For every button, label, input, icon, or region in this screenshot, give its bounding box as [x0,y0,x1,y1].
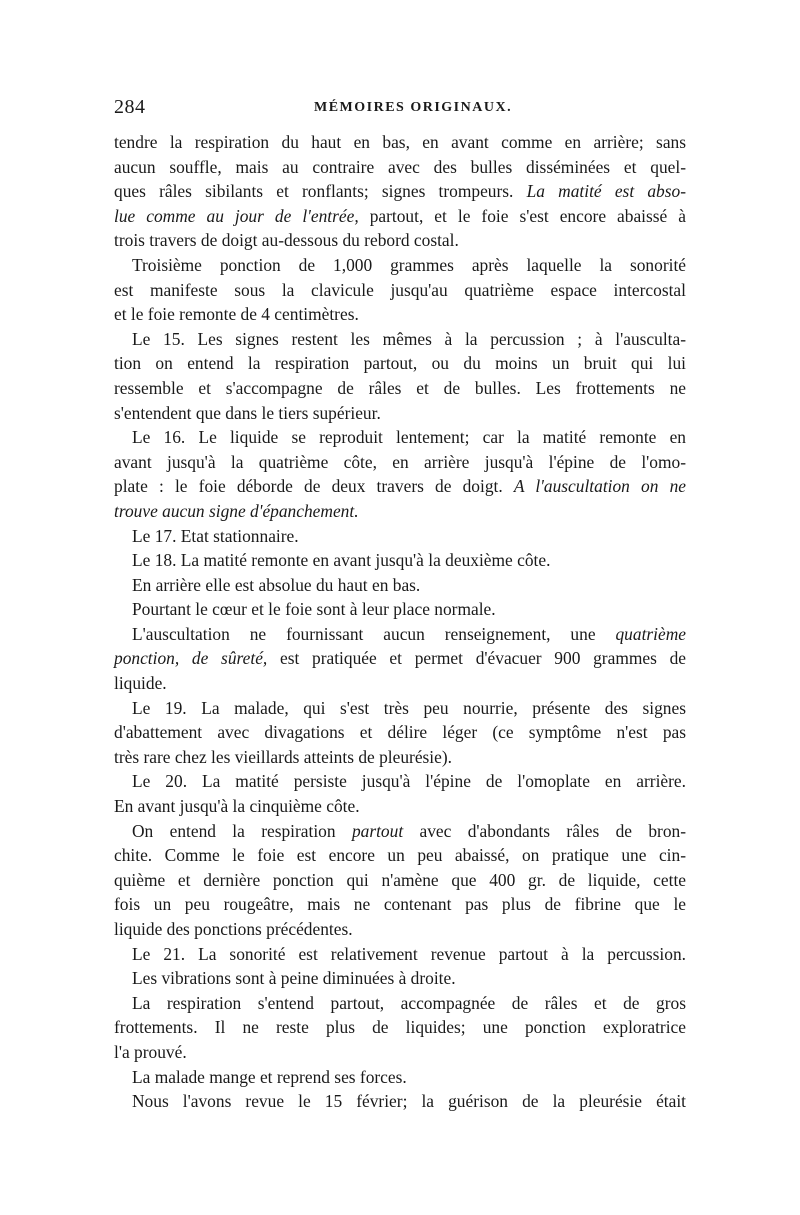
text-line [114,278,686,303]
text-segment: liquide. [114,673,167,694]
text-line [114,425,686,450]
text-line [114,720,686,745]
text-line [114,204,686,229]
text-segment: La malade mange et reprend ses forces. [132,1066,407,1087]
text-segment: quième et dernière ponction qui n'amène que 400 gr. de liquide, cette [114,869,686,890]
text-line [114,892,686,917]
text-line [114,991,686,1016]
text-segment: l'a prouvé. [114,1041,187,1062]
text-segment: Troisième ponction de 1,000 grammes après laquelle la sonorité [132,254,686,275]
body-text [114,130,686,1114]
text-line [114,966,686,991]
text-line [114,474,686,499]
text-line [114,1040,686,1065]
text-line [114,622,686,647]
text-line [114,696,686,721]
text-line [114,1065,686,1090]
italic-text: La matité est abso- [526,181,687,202]
text-line [114,942,686,967]
text-segment: fois un peu rougeâtre, mais ne contenant pas plus de fibrine que le [114,894,686,915]
running-title: MÉMOIRES ORIGINAUX. [314,100,513,115]
text-line [114,1015,686,1040]
text-line [114,597,686,622]
text-segment: Le 18. La matité remonte en avant jusqu'à la deuxième côte. [132,550,551,571]
text-line [114,917,686,942]
text-line [114,401,686,426]
text-segment: aucun souffle, mais au contraire avec des bulles disséminées et quel- [114,156,686,177]
text-segment: avant jusqu'à la quatrième côte, en arrière jusqu'à l'épine de l'omo- [114,451,686,472]
text-segment: Le 19. La malade, qui s'est très peu nourrie, présente des signes [132,697,686,718]
text-segment: très rare chez les vieillards atteints de pleurésie). [114,746,452,767]
text-line [114,253,686,278]
text-line [114,573,686,598]
text-line [114,450,686,475]
text-segment: En avant jusqu'à la cinquième côte. [114,796,360,817]
text-line [114,671,686,696]
text-line [114,155,686,180]
text-segment: On entend la respiration [132,820,352,841]
text-segment: Les vibrations sont à peine diminuées à droite. [132,968,456,989]
text-segment: trois travers de doigt au-dessous du rebord costal. [114,230,459,251]
text-line [114,794,686,819]
text-line [114,524,686,549]
page-header [114,96,684,124]
italic-text: lue comme au jour de l'entrée, [114,205,359,226]
text-line [114,327,686,352]
text-line [114,843,686,868]
text-line [114,351,686,376]
text-line [114,745,686,770]
text-line [114,819,686,844]
text-segment: est pratiquée et permet d'évacuer 900 grammes de [267,648,686,669]
italic-text: trouve aucun signe d'épanchement. [114,500,359,521]
text-segment: plate : le foie déborde de deux travers de doigt. [114,476,514,497]
italic-text: quatrième [615,623,686,644]
italic-text: ponction, de sûreté, [114,648,268,669]
page-number: 284 [114,96,146,118]
text-line [114,499,686,524]
text-line [114,376,686,401]
text-segment: Le 17. Etat stationnaire. [132,525,299,546]
text-line [114,548,686,573]
italic-text: A l'auscultation on ne [513,476,687,497]
text-segment: tion on entend la respiration partout, ou du moins un bruit qui lui [114,353,686,374]
text-segment: est manifeste sous la clavicule jusqu'au quatrième espace intercostal [114,279,686,300]
text-segment: chite. Comme le foie est encore un peu abaissé, on pratique une cin- [114,845,686,866]
text-segment: Le 20. La matité persiste jusqu'à l'épine de l'omoplate en arrière. [132,771,686,792]
text-line [114,769,686,794]
text-line [114,868,686,893]
text-line [114,1089,686,1114]
text-segment: En arrière elle est absolue du haut en bas. [132,574,421,595]
text-line [114,130,686,155]
italic-text: partout [351,820,404,841]
text-line [114,179,686,204]
text-segment: tendre la respiration du haut en bas, en avant comme en arrière; sans [114,132,686,152]
text-segment: s'entendent que dans le tiers supérieur. [114,402,381,423]
text-segment: Le 15. Les signes restent les mêmes à la percussion ; à l'ausculta- [132,328,686,349]
text-segment: L'auscultation ne fournissant aucun renseignement, une [132,623,616,644]
text-segment: Le 16. Le liquide se reproduit lentement; car la matité remonte en [132,427,686,448]
text-segment: liquide des ponctions précédentes. [114,919,353,939]
text-line [114,302,686,327]
text-line [114,228,686,253]
text-segment: avec d'abondants râles de bron- [403,820,687,841]
text-segment: ques râles sibilants et ronflants; signes trompeurs. [114,181,527,202]
text-line [114,646,686,671]
text-segment: La respiration s'entend partout, accompagnée de râles et de gros [132,992,686,1013]
text-segment: Pourtant le cœur et le foie sont à leur place normale. [132,599,496,620]
text-segment: frottements. Il ne reste plus de liquides; une ponction exploratrice [114,1017,686,1038]
text-segment: d'abattement avec divagations et délire léger (ce symptôme n'est pas [114,722,686,743]
text-segment: ressemble et s'accompagne de râles et de bulles. Les frottements ne [114,377,686,398]
text-segment: et le foie remonte de 4 centimètres. [114,304,359,325]
text-segment: partout, et le foie s'est encore abaissé à [358,205,686,226]
text-segment: Nous l'avons revue le 15 février; la guérison de la pleurésie était [132,1091,686,1112]
text-segment: Le 21. La sonorité est relativement revenue partout à la percussion. [132,943,686,964]
